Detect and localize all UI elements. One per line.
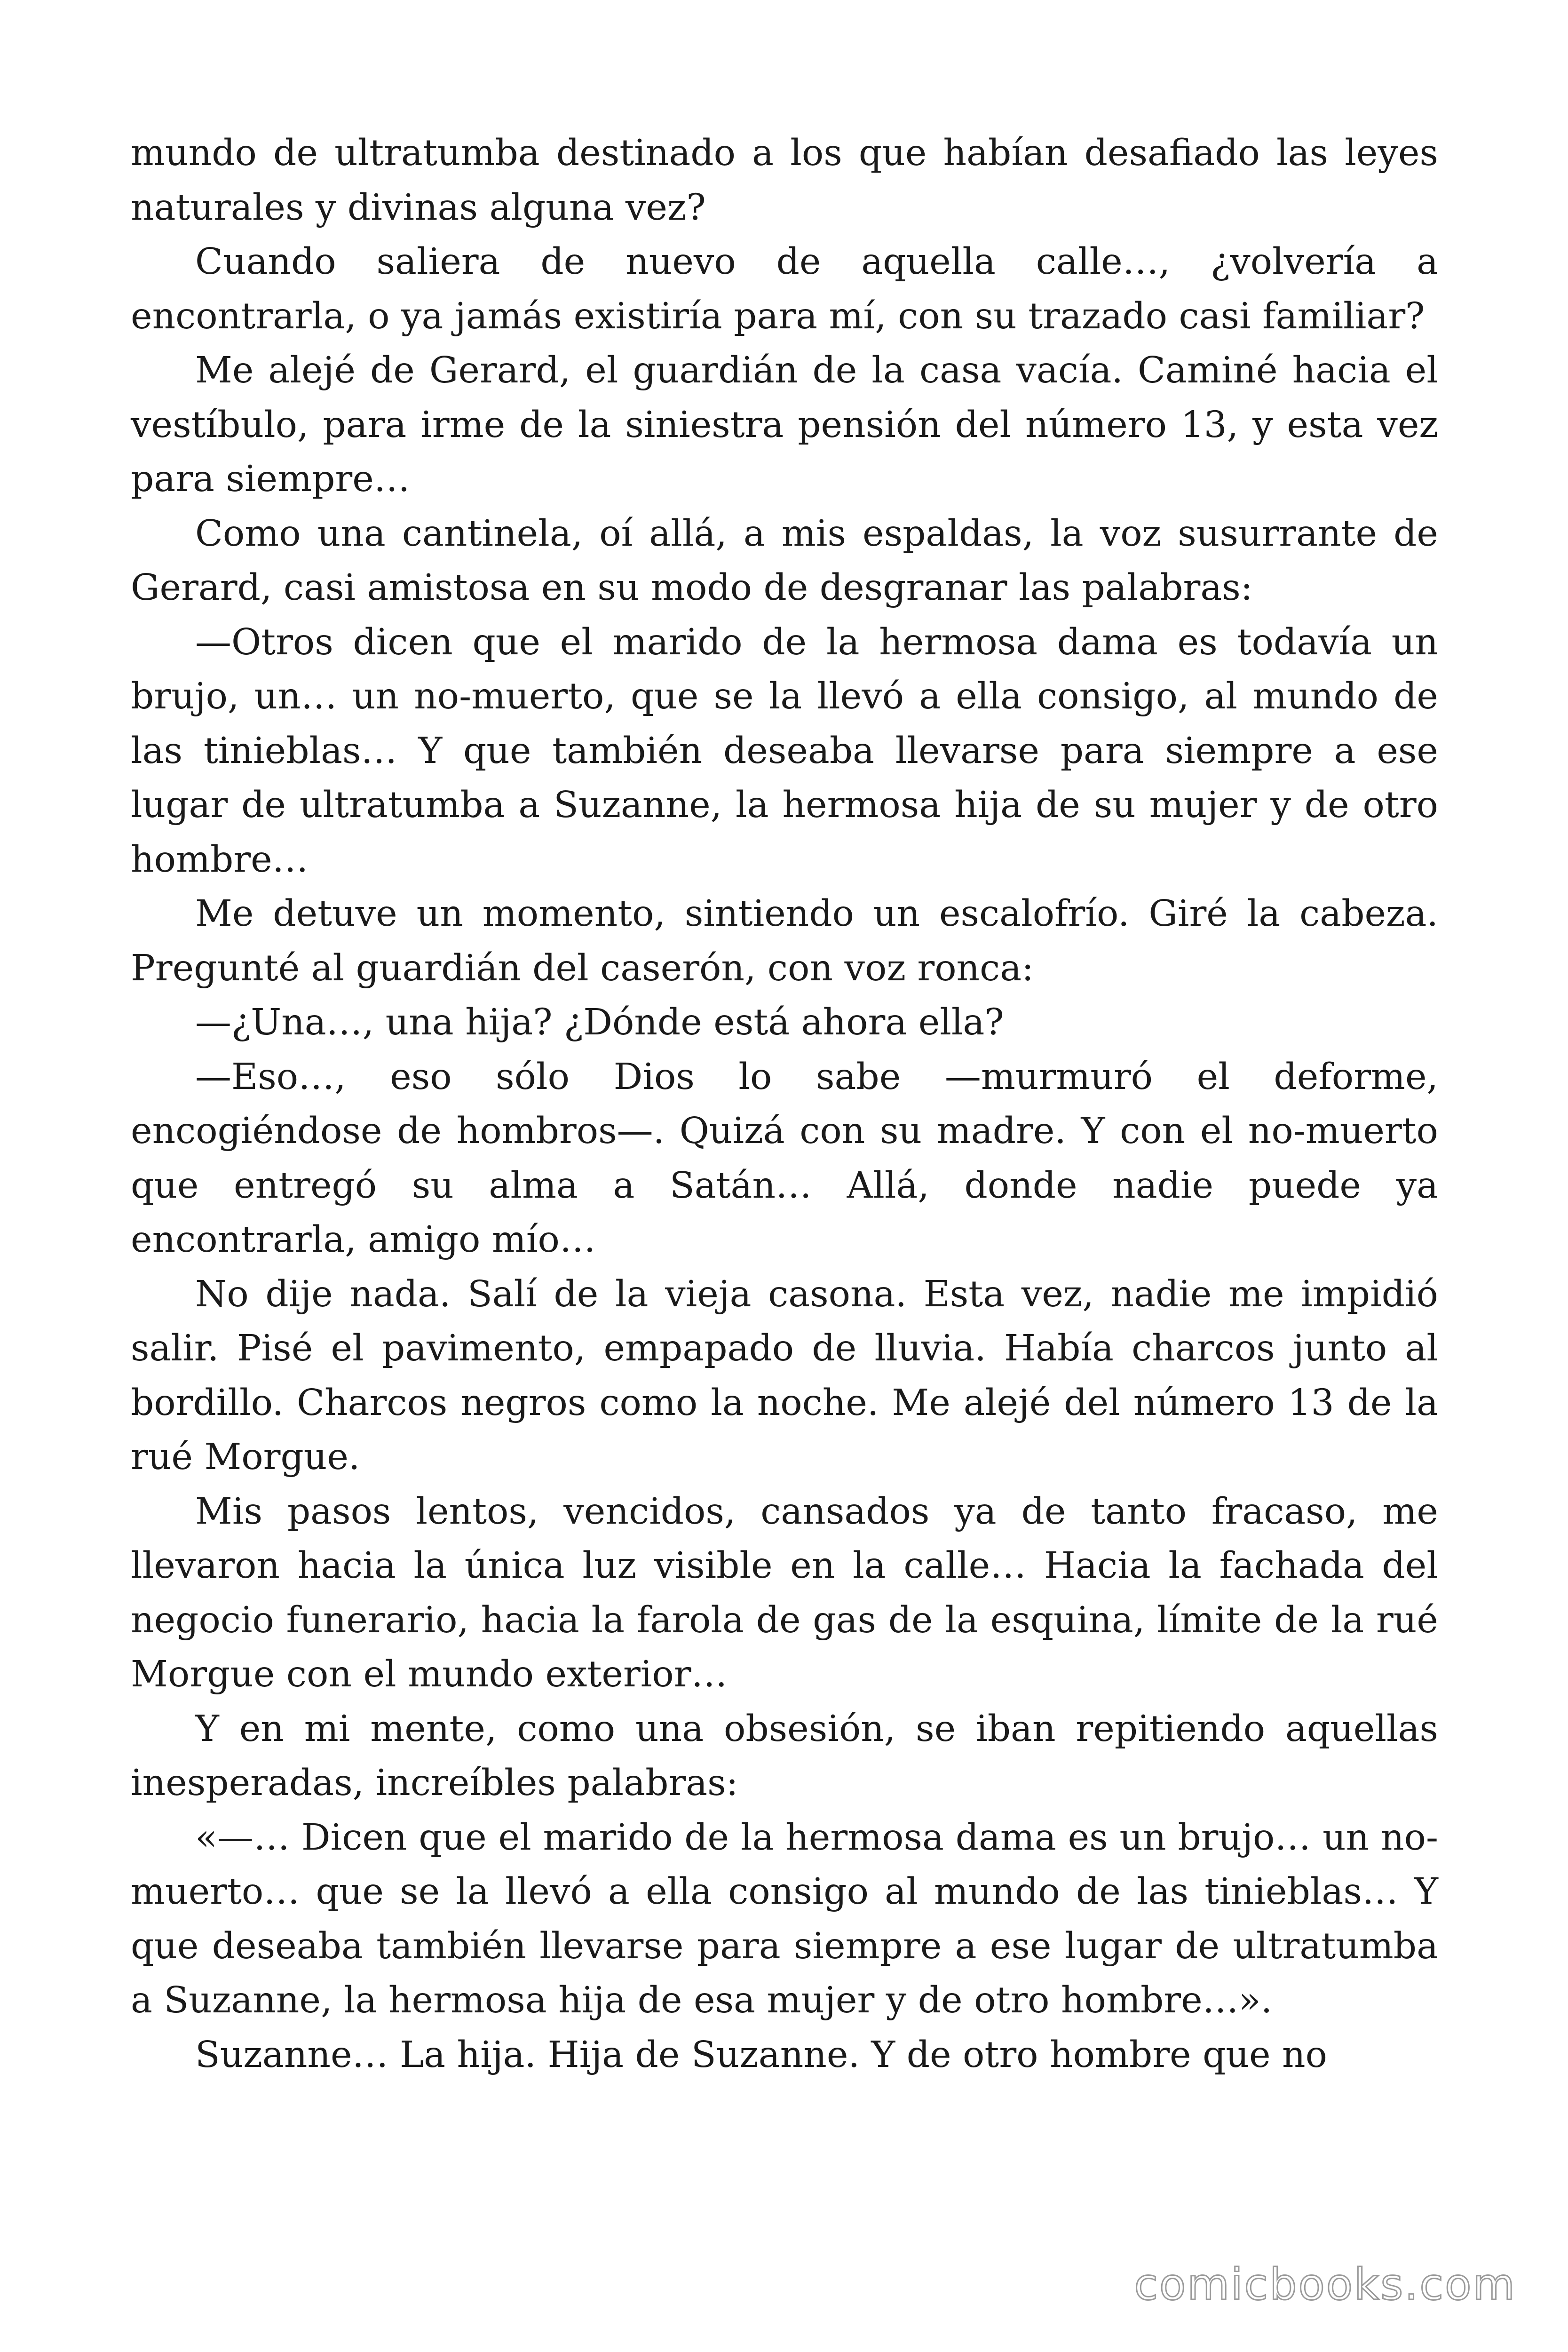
paragraph-1: mundo de ultratumba destinado a los que habían desafiado las leyes naturales y divinas alguna vez? — [131, 132, 1438, 229]
watermark: comicbooks.com — [1134, 2259, 1516, 2310]
paragraph-13: Suzanne… La hija. Hija de Suzanne. Y de otro hombre que no — [195, 2034, 1327, 2076]
paragraph-10: Mis pasos lentos, vencidos, cansados ya de tanto fracaso, me llevaron hacia la única luz visible en la calle… Hacia la fachada del negocio funerario, hacia la farola de gas de la esquina, límite de la rué Morgue con el mundo exterior… — [131, 1490, 1438, 1695]
page-body — [131, 126, 1438, 2082]
paragraph-9: No dije nada. Salí de la vieja casona. Esta vez, nadie me impidió salir. Pisé el pavimento, empapado de lluvia. Había charcos junto al bordillo. Charcos negros como la noche. Me alejé del número 13 de la rué Morgue. — [131, 1273, 1438, 1478]
paragraph-12: «—… Dicen que el marido de la hermosa dama es un brujo… un no-muerto… que se la llevó a ella consigo al mundo de las tinieblas… Y que deseaba también llevarse para siempre a ese lugar de ultratumba a Suzanne, la hermosa hija de esa mujer y de otro hombre…». — [131, 1816, 1438, 2021]
paragraph-4: Como una cantinela, oí allá, a mis espaldas, la voz susurrante de Gerard, casi amistosa en su modo de desgranar las palabras: — [131, 512, 1438, 609]
paragraph-5: —Otros dicen que el marido de la hermosa dama es todavía un brujo, un… un no-muerto, que se la llevó a ella consigo, al mundo de las tinieblas… Y que también deseaba llevarse para siempre a ese lugar de ultratumba a Suzanne, la hermosa hija de su mujer y de otro hombre… — [131, 621, 1438, 881]
paragraph-7: —¿Una…, una hija? ¿Dónde está ahora ella? — [195, 1001, 1004, 1043]
paragraph-8: —Eso…, eso sólo Dios lo sabe —murmuró el deforme, encogiéndose de hombros—. Quizá con su madre. Y con el no-muerto que entregó su alma a Satán… Allá, donde nadie puede ya encontrarla, amigo mío… — [131, 1056, 1438, 1261]
paragraph-2: Cuando saliera de nuevo de aquella calle…, ¿volvería a encontrarla, o ya jamás existiría para mí, con su trazado casi familiar? — [131, 241, 1438, 337]
paragraph-11: Y en mi mente, como una obsesión, se iban repitiendo aquellas inesperadas, increíbles palabras: — [131, 1708, 1438, 1804]
paragraph-6: Me detuve un momento, sintiendo un escalofrío. Giré la cabeza. Pregunté al guardián del caserón, con voz ronca: — [131, 893, 1438, 989]
paragraph-3: Me alejé de Gerard, el guardián de la casa vacía. Caminé hacia el vestíbulo, para irme de la siniestra pensión del número 13, y esta vez para siempre… — [131, 350, 1438, 500]
